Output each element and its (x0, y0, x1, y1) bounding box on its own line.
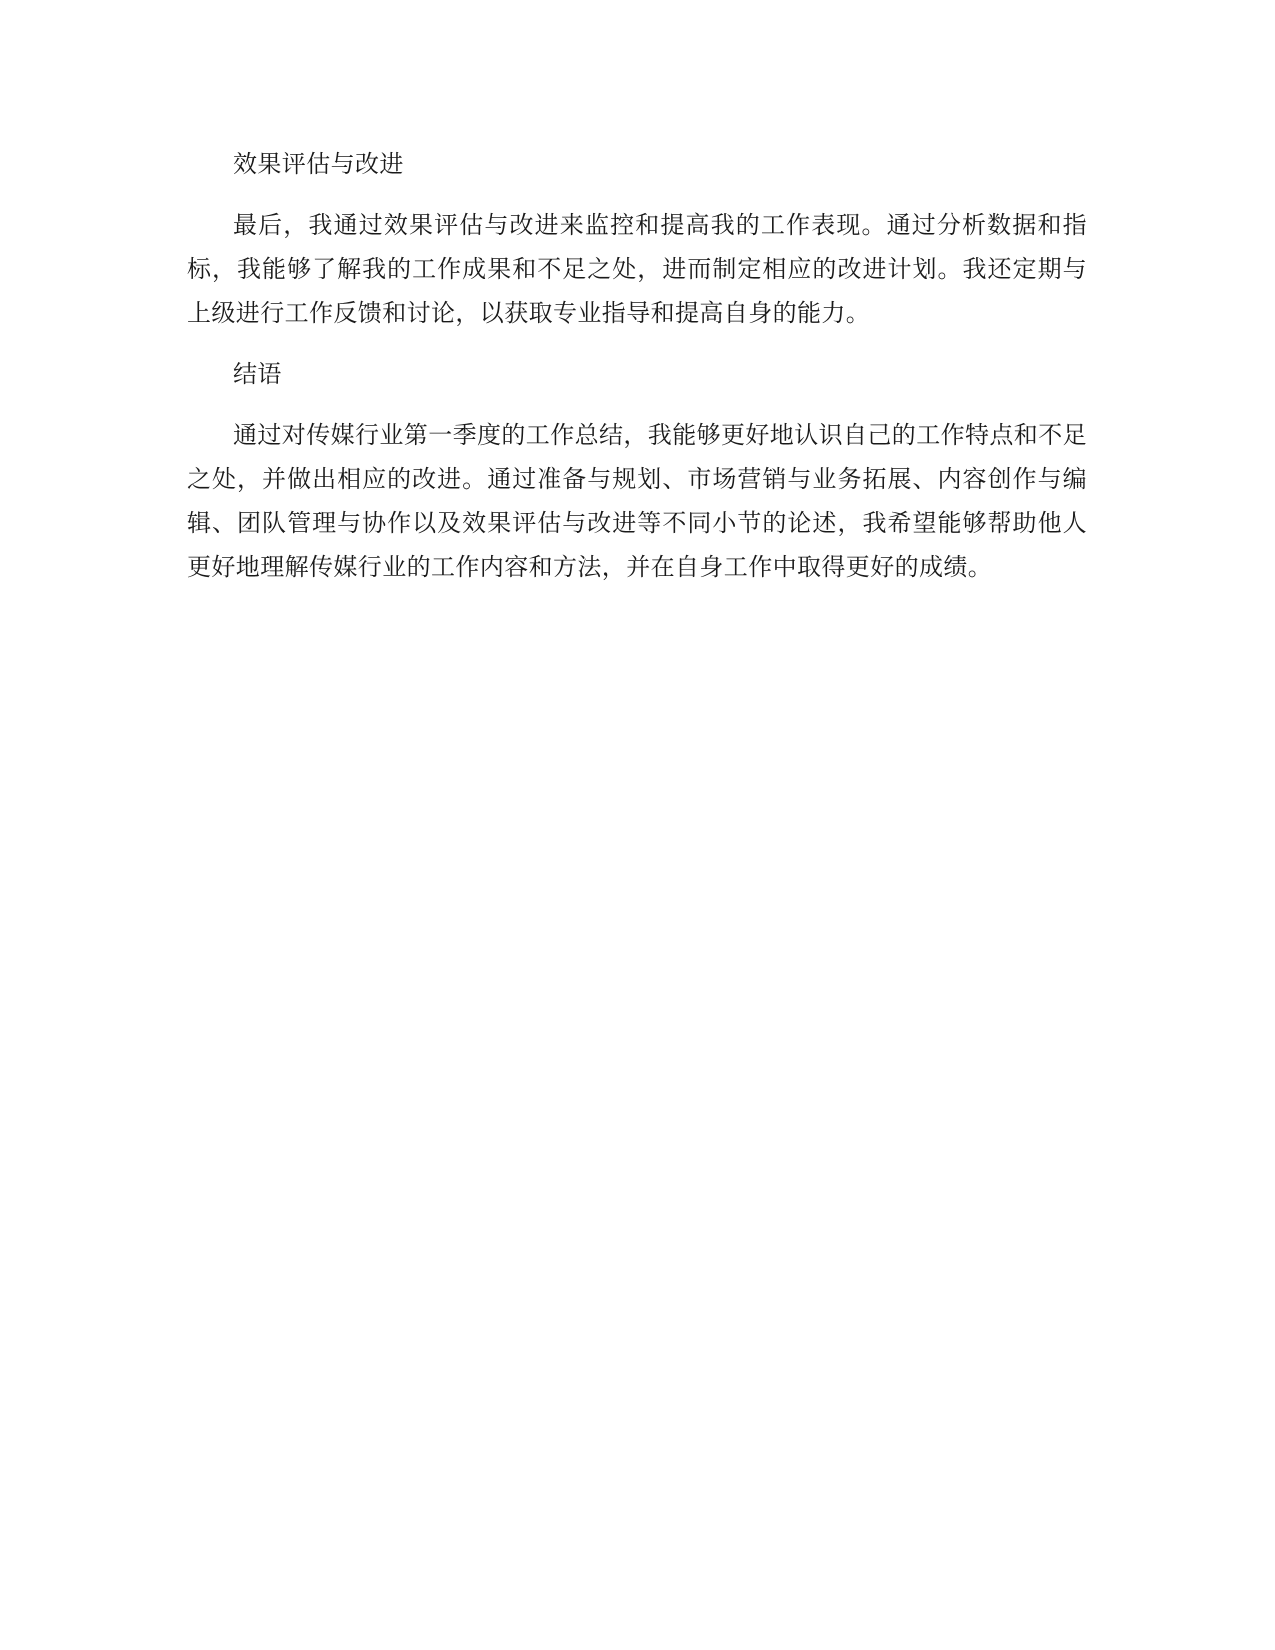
section-paragraph-conclusion: 通过对传媒行业第一季度的工作总结，我能够更好地认识自己的工作特点和不足之处，并做出相应的改进。通过准备与规划、市场营销与业务拓展、内容创作与编辑、团队管理与协作以及效果评估与改进等不同小节的论述，我希望能够帮助他人更好地理解传媒行业的工作内容和方法，并在自身工作中取得更好的成绩。 (187, 421, 1087, 581)
section-heading-evaluation: 效果评估与改进 (233, 150, 404, 178)
section-heading-conclusion: 结语 (233, 360, 282, 388)
document-body (187, 142, 1087, 606)
section-paragraph-evaluation: 最后，我通过效果评估与改进来监控和提高我的工作表现。通过分析数据和指标，我能够了解我的工作成果和不足之处，进而制定相应的改进计划。我还定期与上级进行工作反馈和讨论，以获取专业指导和提高自身的能力。 (187, 211, 1087, 327)
